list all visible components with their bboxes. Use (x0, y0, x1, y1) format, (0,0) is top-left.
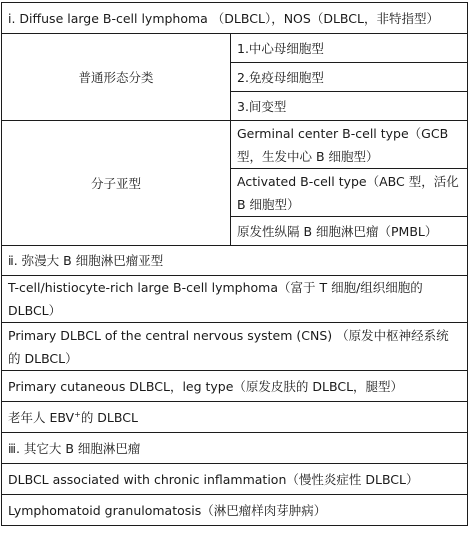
morphology-label: 普通形态分类 (2, 34, 231, 121)
ebv-text: 老年人 EBV (8, 409, 75, 425)
ebv-text-suffix: 的 DLBCL (80, 409, 138, 425)
molecular-subtype-item: 原发性纵隔 B 细胞淋巴瘤（PMBL） (231, 217, 468, 246)
table-row (2, 34, 468, 63)
section-i-heading: ⅰ. Diffuse large B-cell lymphoma （DLBCL），NOS（DLBCL，非特指型） (2, 3, 468, 34)
table-row (2, 433, 468, 464)
section-iii-heading: ⅲ. 其它大 B 细胞淋巴瘤 (2, 433, 468, 464)
molecular-subtype-label: 分子亚型 (2, 121, 231, 246)
table-row (2, 323, 468, 371)
subtype-item: Primary DLBCL of the central nervous system (CNS) （原发中枢神经系统的 DLBCL） (2, 323, 468, 371)
table-row (2, 371, 468, 402)
table-row (2, 276, 468, 323)
table-row (2, 402, 468, 433)
ebv-superscript: + (74, 409, 81, 419)
other-lymphoma-item: DLBCL associated with chronic inflammation（慢性炎症性 DLBCL） (2, 464, 468, 495)
dlbcl-classification-table (1, 2, 468, 526)
morphology-item: 2.免疫母细胞型 (231, 63, 468, 92)
table-row (2, 121, 468, 169)
other-lymphoma-item: Lymphomatoid granulomatosis（淋巴瘤样肉芽肿病） (2, 495, 468, 526)
subtype-item-ebv (2, 402, 468, 433)
morphology-item: 3.间变型 (231, 92, 468, 121)
molecular-subtype-item: Activated B-cell type（ABC 型，活化 B 细胞型） (231, 169, 468, 217)
table-row (2, 3, 468, 34)
table-row (2, 464, 468, 495)
section-ii-heading: ⅱ. 弥漫大 B 细胞淋巴瘤亚型 (2, 246, 468, 276)
morphology-item: 1.中心母细胞型 (231, 34, 468, 63)
subtype-item: Primary cutaneous DLBCL，leg type（原发皮肤的 DLBCL，腿型） (2, 371, 468, 402)
molecular-subtype-item: Germinal center B-cell type（GCB 型，生发中心 B 细胞型） (231, 121, 468, 169)
subtype-item: T-cell/histiocyte-rich large B-cell lymphoma（富于 T 细胞/组织细胞的 DLBCL） (2, 276, 468, 323)
table-row (2, 246, 468, 276)
table-row (2, 495, 468, 526)
